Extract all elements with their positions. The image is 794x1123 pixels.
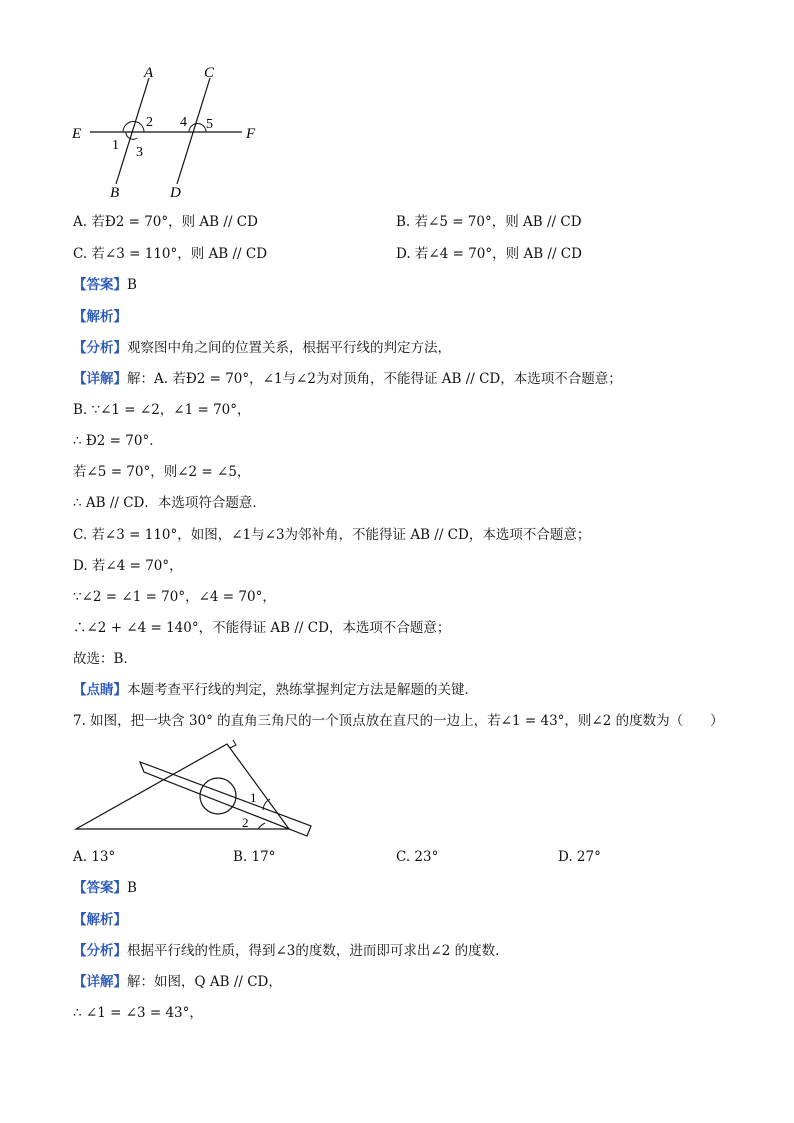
right-angle-mark [230,740,236,748]
q7-fenxi [73,942,509,960]
answer-value: B [127,277,137,293]
q6-answer [73,276,137,294]
q6-xiangjie [73,370,622,388]
solution-line-4: 若∠5 = 70°，则∠2 = ∠5， [73,464,251,480]
fig1-label-e: E [72,126,82,142]
q7-option-c: C. 23° [396,849,439,865]
q6-analysis-heading [73,308,127,326]
fig1-label-3: 3 [136,145,143,160]
fig2-label-1: 1 [250,790,257,805]
solution-line-3: ∴ Ð2 = 70°． [73,433,163,449]
xiangjie-tag: 【详解】 [73,371,127,387]
fig1-label-2: 2 [146,115,153,130]
solution-line-5: ∴ AB // CD．本选项符合题意． [73,495,266,511]
fig1-label-b: B [110,185,120,201]
q6-option-c: C. 若∠3 = 110°，则 AB // CD [73,246,268,262]
analysis-tag: 【解析】 [73,912,127,928]
dianjing-text: 本题考查平行线的判定，熟练掌握判定方法是解题的关键． [127,682,478,698]
q7-option-d: D. 27° [558,849,601,865]
q6-option-b: B. 若∠5 = 70°，则 AB // CD [396,214,582,230]
fenxi-tag: 【分析】 [73,340,127,356]
answer-value: B [127,880,137,896]
solution-line-10: 故选：B． [73,651,137,667]
xiangjie-tag: 【详解】 [73,974,127,990]
q6-option-a: A. 若Ð2 = 70°，则 AB // CD [73,214,258,230]
answer-tag: 【答案】 [73,880,127,896]
fig1-label-4: 4 [180,115,187,130]
fig2-label-2: 2 [242,815,249,830]
solution-line-2: B. ∵∠1 = ∠2，∠1 = 70°， [73,402,251,418]
fig1-label-f: F [246,126,256,142]
fig1-label-c: C [204,65,215,81]
solution-line-7: D. 若∠4 = 70°， [73,558,183,574]
q7-solution-line-2: ∴ ∠1 = ∠3 = 43°， [73,1005,203,1021]
angle-2-arc [258,823,265,829]
solution-line-1: 解：A. 若Ð2 = 70°，∠1与∠2为对顶角，不能得证 AB // CD，本选项不合题意； [127,371,622,387]
q7-option-a: A. 13° [73,849,116,865]
q6-fenxi [73,339,451,357]
answer-tag: 【答案】 [73,277,127,293]
q6-option-d: D. 若∠4 = 70°，则 AB // CD [396,246,582,262]
solution-line-6: C. 若∠3 = 110°，如图，∠1与∠3为邻补角，不能得证 AB // CD，本选项不合题意； [73,527,591,543]
fig1-label-5: 5 [206,117,213,132]
q7-solution-line-1: 解：如图，Q AB // CD， [127,974,282,990]
angle-arc-right [189,124,206,132]
fenxi-tag: 【分析】 [73,943,127,959]
fenxi-text: 根据平行线的性质，得到∠3的度数，进而即可求出∠2 的度数． [127,943,509,959]
q7-xiangjie [73,973,282,991]
analysis-tag: 【解析】 [73,309,127,325]
q7-answer [73,879,137,897]
dianjing-tag: 【点睛】 [73,682,127,698]
q6-dianjing [73,681,478,699]
fig1-label-a: A [144,65,154,81]
triangle-ruler-figure [70,738,320,838]
solution-line-9: ∴∠2 + ∠4 = 140°，不能得证 AB // CD，本选项不合题意； [73,620,451,636]
parallel-lines-figure [60,58,280,208]
q7-analysis-heading [73,911,127,929]
fig1-label-1: 1 [112,138,119,153]
q7-stem: 7. 如图，把一块含 30° 的直角三角尺的一个顶点放在直尺的一边上，若∠1 = 43°，则∠2 的度数为（ ） [73,713,724,729]
q7-option-b: B. 17° [233,849,276,865]
fenxi-text: 观察图中角之间的位置关系，根据平行线的判定方法， [127,340,451,356]
solution-line-8: ∵∠2 = ∠1 = 70°，∠4 = 70°， [73,589,276,605]
fig1-label-d: D [170,185,181,201]
